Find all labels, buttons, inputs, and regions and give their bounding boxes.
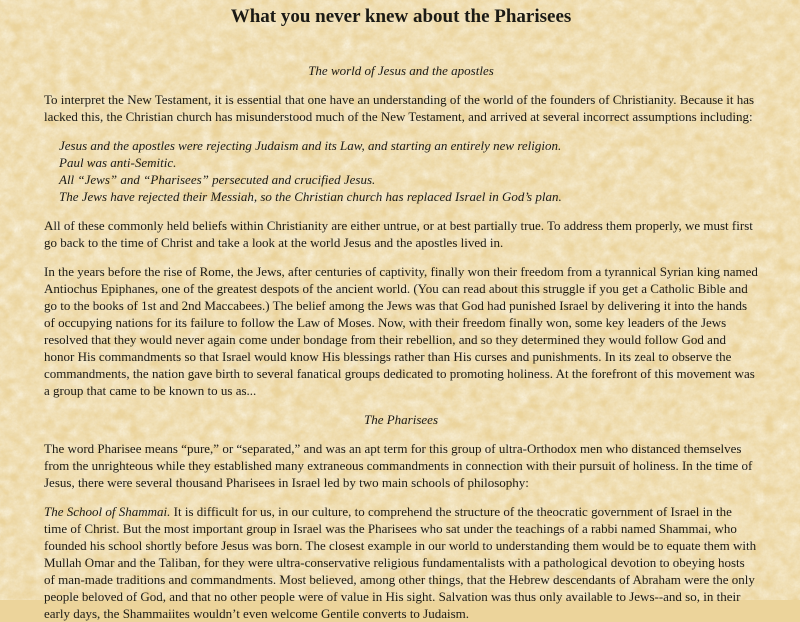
section-heading-world-of-jesus: The world of Jesus and the apostles [308, 63, 494, 78]
paragraph-school-of-shammai [44, 503, 758, 622]
paragraph-history: In the years before the rise of Rome, the Jews, after centuries of captivity, finally won their freedom from a tyrannical Syrian king named Antiochus Epiphanes, one of the greatest despots of the ancient world. (You can read about this struggle if you get a Catholic Bible and go to the books of 1st and 2nd Maccabees.) The belief among the Jews was that God had punished Israel by delivering it into the hands of occupying nations for its failure to follow the Law of Moses. Now, with their freedom finally won, some key leaders of the Jews resolved that they would never again come under bondage from their rebellion, and so they determined they would follow God and honor His commandments so that Israel would know His blessings rather than His curses and punishments. In its zeal to observe the commandments, the nation gave birth to several fanatical groups dedicated to promoting holiness. At the forefront of this movement was a group that came to be known to us as... [44, 264, 758, 398]
school-of-shammai-lead: The School of Shammai. [44, 504, 171, 519]
section-heading-pharisees: The Pharisees [363, 412, 439, 427]
paragraph-beliefs-response: All of these commonly held beliefs within Christianity are either untrue, or at best partially true. To address them properly, we must first go back to the time of Christ and take a look at the world Jesus and the apostles lived in. [44, 218, 753, 250]
belief-item-3: All “Jews” and “Pharisees” persecuted and crucified Jesus. [59, 172, 376, 187]
paragraph-intro: To interpret the New Testament, it is essential that one have an understanding of the world of the founders of Christianity. Because it has lacked this, the Christian church has misunderstood much of the New Testament, and arrived at several incorrect assumptions including: [44, 92, 755, 124]
beliefs-list [59, 137, 758, 205]
paragraph-pharisee-word: The word Pharisee means “pure,” or “separated,” and was an apt term for this group of ultra-Orthodox men who distanced themselves from the unrighteous while they established many extraneous commandments in connection with their pursuit of holiness. In the time of Jesus, there were several thousand Pharisees in Israel led by two main schools of philosophy: [44, 441, 753, 490]
page-title: What you never knew about the Pharisees [230, 6, 572, 27]
belief-item-2: Paul was anti-Semitic. [59, 155, 177, 170]
belief-item-1: Jesus and the apostles were rejecting Judaism and its Law, and starting an entirely new religion. [59, 138, 562, 153]
school-of-shammai-body: It is difficult for us, in our culture, to comprehend the structure of the theocratic government of Israel in the time of Christ. But the most important group in Israel was the Pharisees who sat under the teachings of a rabbi named Shammai, who founded his school shortly before Jesus was born. The closest example in our world to understanding them would be to equate them with Mullah Omar and the Taliban, for they were ultra-conservative religious fundamentalists with a pathological devotion to obeying hosts of man-made traditions and commandments. Most believed, among other things, that the Hebrew descendants of Abraham were the only people beloved of God, and that no other people were of value in His sight. Salvation was thus only available to Jews--and so, in their early days, the Shammaiites wouldn’t even welcome Gentile converts to Judaism. [44, 504, 757, 621]
belief-item-4: The Jews have rejected their Messiah, so the Christian church has replaced Israel in God’s plan. [59, 189, 562, 204]
